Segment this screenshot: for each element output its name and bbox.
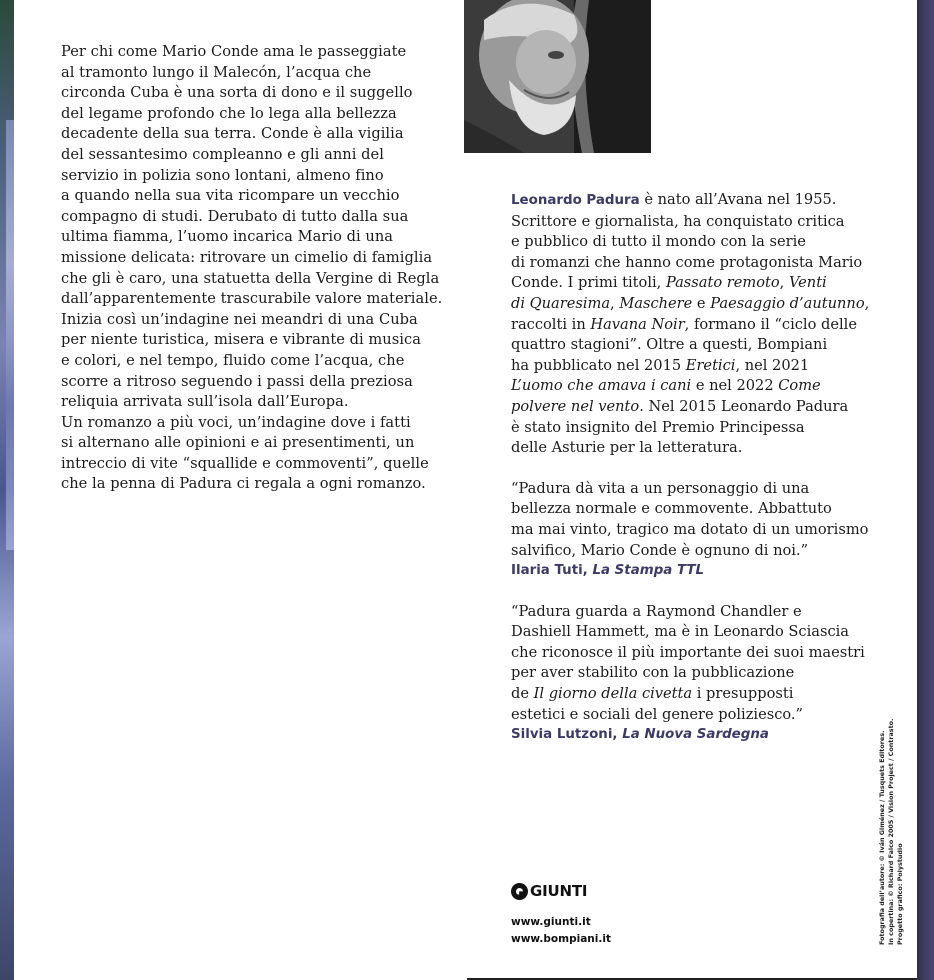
author-bio [511,190,881,459]
quote-line: ma mai vinto, tragico ma dotato di un umorismo [511,520,869,538]
synopsis-line: Inizia così un’indagine nei meandri di una Cuba [61,310,418,328]
quote-line: salvifico, Mario Conde è ognuno di noi.” [511,541,809,559]
bio-line: Scrittore e giornalista, ha conquistato critica [511,212,845,230]
bio-text: Conde. I primi titoli, [511,274,666,292]
quote-author: Silvia Lutzoni, [511,727,623,743]
book-title: Havana Noir [590,315,685,333]
synopsis-line: del sessantesimo compleanno e gli anni del [61,145,384,163]
book-spine [917,0,934,980]
synopsis-line: Un romanzo a più voci, un’indagine dove i fatti [61,413,411,431]
synopsis-line: ultima fiamma, l’uomo incarica Mario di una [61,228,394,246]
synopsis-line: missione delicata: ritrovare un cimelio di famiglia [61,248,433,266]
book-title: Il giorno della civetta [533,685,693,703]
quote-attribution [511,725,881,746]
synopsis-line: che gli è caro, una statuetta della Vergine di Regla [61,269,440,287]
bio-text: , [779,274,789,292]
logo-text: GIUNTI [530,882,588,900]
author-photo [464,0,651,153]
synopsis-line: a quando nella sua vita ricompare un vecchio [61,187,400,205]
quote-attribution [511,561,881,582]
synopsis-line: compagno di studi. Derubato di tutto dalla sua [61,207,409,225]
quote-author: Ilaria Tuti, [511,563,593,579]
bio-text: raccolti in [511,315,591,333]
bio-line: è stato insignito del Premio Principessa [511,418,805,436]
bio-line: di romanzi che hanno come protagonista Mario [511,253,863,271]
bio-text: , formano il “ciclo delle [684,315,857,333]
synopsis-line: si alternano alle opinioni e ai presentimenti, un [61,434,415,452]
quote-line: bellezza normale e commovente. Abbattuto [511,500,832,518]
synopsis-line: Per chi come Mario Conde ama le passeggiate [61,43,407,60]
synopsis-line: scorre a ritroso seguendo i passi della preziosa [61,372,413,390]
synopsis-line: che la penna di Padura ci regala a ogni romanzo. [61,475,426,493]
bio-text: e nel 2022 [691,377,779,395]
book-title: Come [778,377,821,395]
synopsis-line: servizio in polizia sono lontani, almeno fino [61,166,384,184]
bio-text: , nel 2021 [735,356,810,374]
book-title: Paesaggio d’autunno [710,294,865,312]
giunti-url: www.giunti.it [511,916,591,928]
quote-line: Dashiell Hammett, ma è in Leonardo Sciascia [511,623,850,641]
quote-source: La Stampa TTL [592,563,705,579]
giunti-logo [511,882,611,900]
bio-text: , [864,294,870,312]
bio-line: e pubblico di tutto il mondo con la serie [511,233,806,251]
bio-text: ha pubblicato nel 2015 [511,356,686,374]
credit-line: Fotografia dell’autore: © Iván Giménez / Tusquets Editores. [878,730,886,945]
cover-photo-edge [0,0,14,980]
quote-line: che riconosce il più importante dei suoi maestri [511,643,865,661]
bio-text: e [692,294,711,312]
bio-line: quattro stagioni”. Oltre a questi, Bompiani [511,336,828,354]
bio-line: delle Asturie per la letteratura. [511,439,743,457]
bio-text: , [610,294,620,312]
quote-line: “Padura dà vita a un personaggio di una [511,479,810,497]
book-title: Venti [788,274,827,292]
synopsis-line: dall’apparentemente trascurabile valore materiale. [61,290,443,308]
synopsis-line: decadente della sua terra. Conde è alla vigilia [61,125,404,143]
book-title: Eretici [685,356,736,374]
photo-credits [878,718,918,945]
quote-text: de [511,685,534,703]
synopsis-line: circonda Cuba è una sorta di dono e il suggello [61,84,413,102]
author-name: Leonardo Padura [511,193,640,208]
quote-line: “Padura guarda a Raymond Chandler e [511,602,802,620]
synopsis-line: intreccio di vite “squallide e commoventi”, quelle [61,454,429,472]
book-title: L’uomo che amava i cani [511,377,692,395]
publisher-urls [511,914,611,948]
quote-source: La Nuova Sardegna [622,727,769,743]
book-title: Passato remoto [665,274,780,292]
review-quote-1 [511,479,881,582]
bompiani-url: www.bompiani.it [511,933,611,945]
synopsis-line: del legame profondo che lo lega alla bellezza [61,104,397,122]
synopsis [61,42,443,495]
book-title: polvere nel vento [511,397,640,415]
quote-line: per aver stabilito con la pubblicazione [511,664,795,682]
book-title: Maschere [619,294,693,312]
quote-line: estetici e sociali del genere poliziesco.” [511,705,804,723]
synopsis-line: reliquia arrivata sull’isola dall’Europa. [61,393,349,411]
review-quote-2 [511,602,881,746]
author-portrait-image [464,0,651,153]
publisher-block [511,882,611,948]
synopsis-line: per niente turistica, misera e vibrante di musica [61,331,421,349]
credit-line: In copertina: © Richard Falco 2005 / Vision Project / Contrasto. [887,718,895,945]
book-title: di Quaresima [511,294,611,312]
synopsis-line: al tramonto lungo il Malecón, l’acqua che [61,63,372,81]
quote-text: i presupposti [692,685,794,703]
bio-text: è nato all’Avana nel 1955. [639,191,837,208]
bio-text: . Nel 2015 Leonardo Padura [639,397,849,415]
credit-line: Progetto grafico: Polystudio [896,843,904,945]
author-bio-column [511,190,881,746]
synopsis-line: e colori, e nel tempo, fluido come l’acqua, che [61,351,405,369]
giunti-logo-icon [511,883,528,900]
